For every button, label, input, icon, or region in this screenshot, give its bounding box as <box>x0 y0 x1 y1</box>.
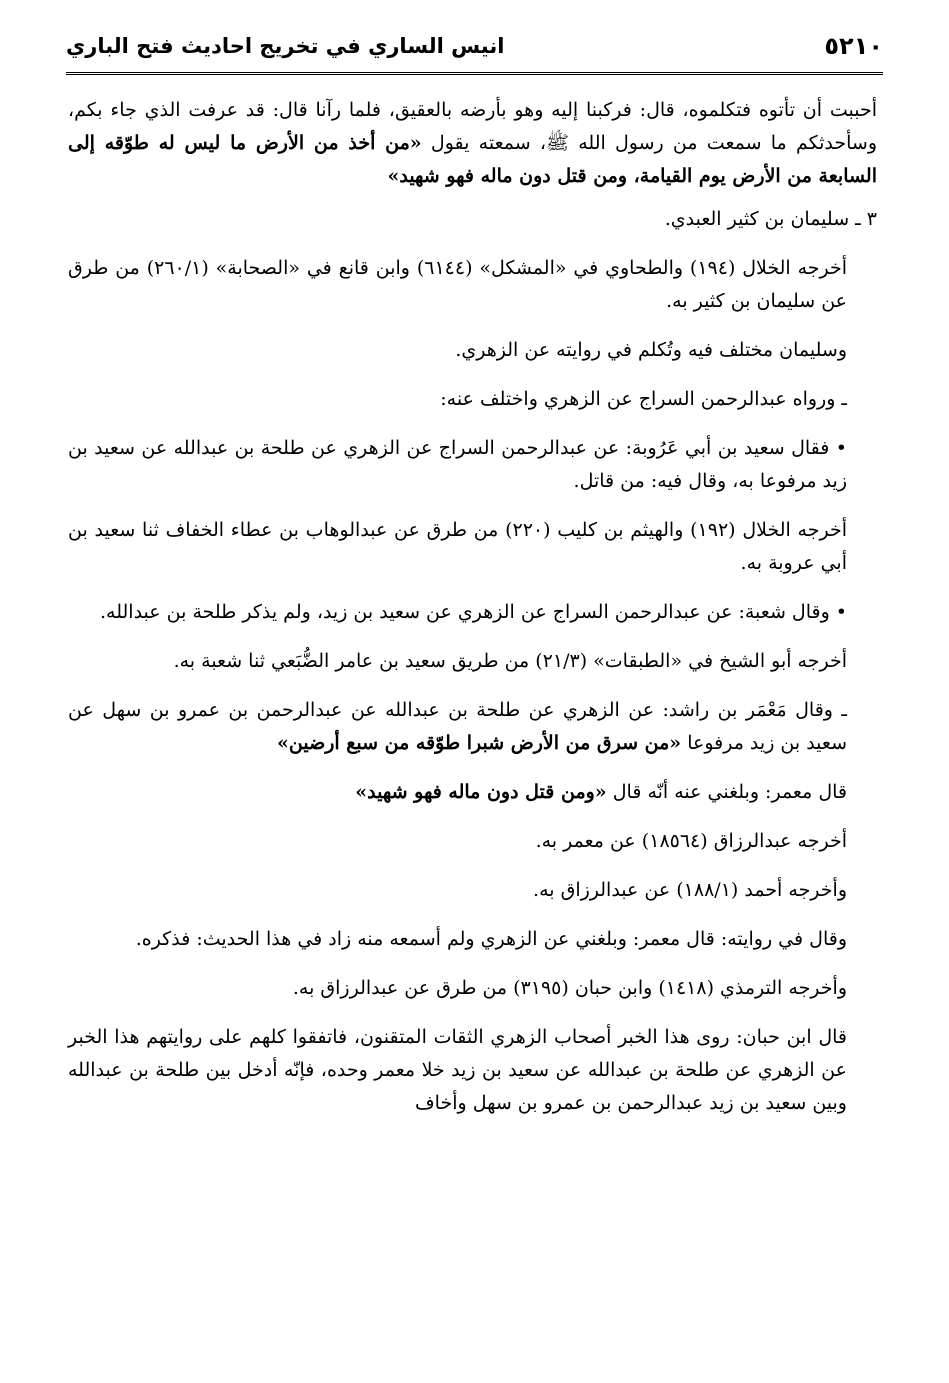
paragraph <box>68 432 877 498</box>
text-segment: أخرجه أبو الشيخ في «الطبقات» (٢١/٣) من طريق سعيد بن عامر الضُّبَعي ثنا شعبة به. <box>173 650 847 672</box>
paragraph <box>68 972 877 1005</box>
text-segment: أخرجه الخلال (١٩٤) والطحاوي في «المشكل» (٦١٤٤) وابن قانع في «الصحابة» (٢٦٠/١) من طرق عن سليمان بن كثير به. <box>68 257 848 312</box>
paragraph <box>68 334 877 367</box>
hadith-quote: «من سرق من الأرض شبرا طوّقه من سبع أرضين» <box>277 732 682 754</box>
text-segment: قال ابن حبان: روى هذا الخبر أصحاب الزهري الثقات المتقنون، فاتفقوا كلهم على روايتهم هذا الخبر عن الزهري عن طلحة بن عبدالله عن سعيد بن زيد خلا معمر وحده، فإنّه أدخل بين طلحة بن عبدالله وبين سعيد بن زيد عبدالرحمن بن عمرو بن سهل وأخاف <box>68 1026 847 1114</box>
paragraph <box>68 776 877 809</box>
paragraph <box>68 874 877 907</box>
text-segment: أخرجه عبدالرزاق (١٨٥٦٤) عن معمر به. <box>535 830 847 852</box>
running-title: انيس الساري في تخريج احاديث فتح الباري <box>66 34 505 58</box>
text-segment: أخرجه الخلال (١٩٢) والهيثم بن كليب (٢٢٠) من طرق عن عبدالوهاب بن عطاء الخفاف ثنا سعيد بن أبي عروبة به. <box>68 519 847 574</box>
paragraph <box>68 596 877 629</box>
paragraph <box>68 645 877 678</box>
paragraph <box>68 694 877 760</box>
hadith-quote: «من أخذ من الأرض ما ليس له طوّقه إلى السابعة من الأرض يوم القيامة، ومن قتل دون ماله فهو شهيد» <box>68 132 877 187</box>
text-segment: قال معمر: وبلغني عنه أنّه قال <box>606 781 847 803</box>
text-segment: أحببت أن تأتوه فتكلموه، قال: فركبنا إليه وهو بأرضه بالعقيق، فلما رآنا قال: قد عرفت الذي جاء بكم، وسأحدثكم ما سمعت من رسول الله ﷺ، سمعته يقول <box>68 99 877 154</box>
paragraph <box>68 825 877 858</box>
text-segment: ـ وقال مَعْمَر بن راشد: عن الزهري عن طلحة بن عبدالله عن عبدالرحمن بن عمرو بن سهل عن سعيد بن زيد مرفوعا <box>68 699 847 754</box>
text-segment: ٣ ـ سليمان بن كثير العبدي. <box>664 208 877 230</box>
paragraph <box>68 923 877 956</box>
paragraph <box>68 514 877 580</box>
text-segment: وسليمان مختلف فيه وتُكلم في روايته عن الزهري. <box>455 339 847 361</box>
page-header <box>66 26 883 75</box>
text-segment: وأخرجه أحمد (١٨٨/١) عن عبدالرزاق به. <box>533 879 847 901</box>
paragraph <box>68 252 877 318</box>
text-segment: • وقال شعبة: عن عبدالرحمن السراج عن الزهري عن سعيد بن زيد، ولم يذكر طلحة بن عبدالله. <box>99 601 847 623</box>
paragraph <box>68 383 877 416</box>
text-segment: • فقال سعيد بن أبي عَرُوبة: عن عبدالرحمن السراج عن الزهري عن طلحة بن عبدالله عن سعيد بن زيد مرفوعا به، وقال فيه: من قاتل. <box>68 437 847 492</box>
page-body <box>68 94 877 1136</box>
text-segment: وقال في روايته: قال معمر: وبلغني عن الزهري ولم أسمعه منه زاد في هذا الحديث: فذكره. <box>135 928 847 950</box>
page-number: ٥٢١٠ <box>824 32 883 60</box>
text-segment: ـ ورواه عبدالرحمن السراج عن الزهري واختلف عنه: <box>440 388 847 410</box>
text-segment: وأخرجه الترمذي (١٤١٨) وابن حبان (٣١٩٥) من طرق عن عبدالرزاق به. <box>292 977 847 999</box>
paragraph <box>68 1021 877 1120</box>
paragraph <box>68 203 877 236</box>
paragraph <box>68 94 877 193</box>
hadith-quote: «ومن قتل دون ماله فهو شهيد» <box>355 781 607 803</box>
